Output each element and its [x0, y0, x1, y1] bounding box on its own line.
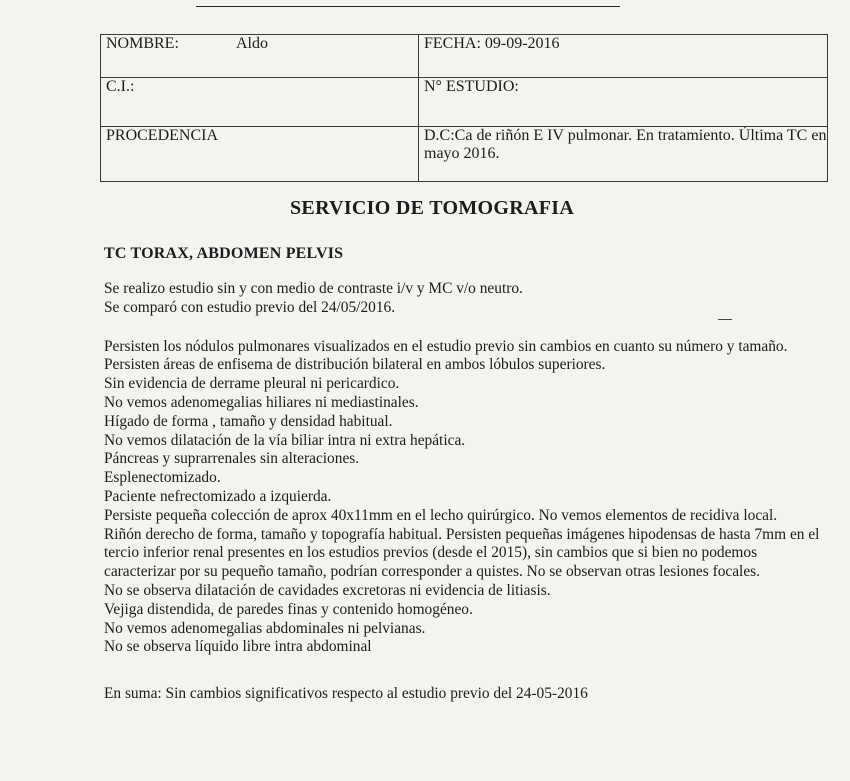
fecha-cell [419, 35, 828, 78]
finding-line: Persiste pequeña colección de aprox 40x11mm en el lecho quirúrgico. No vemos elementos de recidiva local. [104, 506, 778, 524]
patient-info-table [100, 34, 828, 182]
nombre-value: Aldo [236, 35, 268, 52]
finding-line: Vejiga distendida, de paredes finas y contenido homogéneo. [104, 600, 473, 618]
finding-line: No se observa líquido libre intra abdominal [104, 638, 372, 656]
finding-line: No vemos adenomegalias hiliares ni mediastinales. [104, 393, 419, 411]
finding-line: Hígado de forma , tamaño y densidad habitual. [104, 412, 393, 430]
intro-line: Se comparó con estudio previo del 24/05/2016. [104, 298, 396, 316]
diagnosis-cell [419, 127, 828, 182]
report-body [104, 280, 830, 704]
fecha-text: FECHA: 09-09-2016 [424, 35, 560, 52]
estudio-label: N° ESTUDIO: [424, 78, 519, 95]
nombre-label: NOMBRE: [106, 35, 179, 52]
diagnosis-text: D.C:Ca de riñón E IV pulmonar. En tratamiento. Última TC en mayo 2016. [424, 127, 827, 162]
finding-line: Esplenectomizado. [104, 469, 221, 487]
nombre-cell [101, 35, 419, 78]
finding-line: Paciente nefrectomizado a izquierda. [104, 487, 332, 505]
procedencia-cell [101, 127, 419, 182]
finding-line: No vemos dilatación de la vía biliar intra ni extra hepática. [104, 431, 466, 449]
intro-line: Se realizo estudio sin y con medio de contraste i/v y MC v/o neutro. [104, 280, 523, 297]
finding-line: No se observa dilatación de cavidades excretoras ni evidencia de litiasis. [104, 581, 551, 599]
finding-line: No vemos adenomegalias abdominales ni pelvianas. [104, 619, 426, 637]
finding-line: Riñón derecho de forma, tamaño y topografía habitual. Persisten pequeñas imágenes hipodensas de hasta 7mm en el tercio inferior renal presentes en los estudios previos (desde el 2015), sin cambios que si bien no podemos caracterizar por su pequeño tamaño, podrían corresponder a quistes. No se observan otras lesiones focales. [104, 525, 820, 581]
procedencia-label: PROCEDENCIA [106, 127, 219, 144]
finding-line: Persisten áreas de enfisema de distribución bilateral en ambos lóbulos superiores. [104, 356, 606, 374]
finding-line: Páncreas y suprarrenales sin alteraciones. [104, 450, 360, 468]
ci-label: C.I.: [106, 78, 135, 95]
top-rule [196, 6, 620, 7]
study-subtitle: TC TORAX, ABDOMEN PELVIS [104, 245, 344, 262]
finding-line: Persisten los nódulos pulmonares visualizados en el estudio previo sin cambios en cuanto su número y tamaño. [104, 337, 788, 355]
estudio-cell [419, 78, 828, 127]
summary-line: En suma: Sin cambios significativos respecto al estudio previo del 24-05-2016 [104, 685, 588, 703]
finding-line: Sin evidencia de derrame pleural ni pericardico. [104, 375, 400, 393]
ci-cell [101, 78, 419, 127]
report-title: SERVICIO DE TOMOGRAFIA [290, 197, 575, 219]
